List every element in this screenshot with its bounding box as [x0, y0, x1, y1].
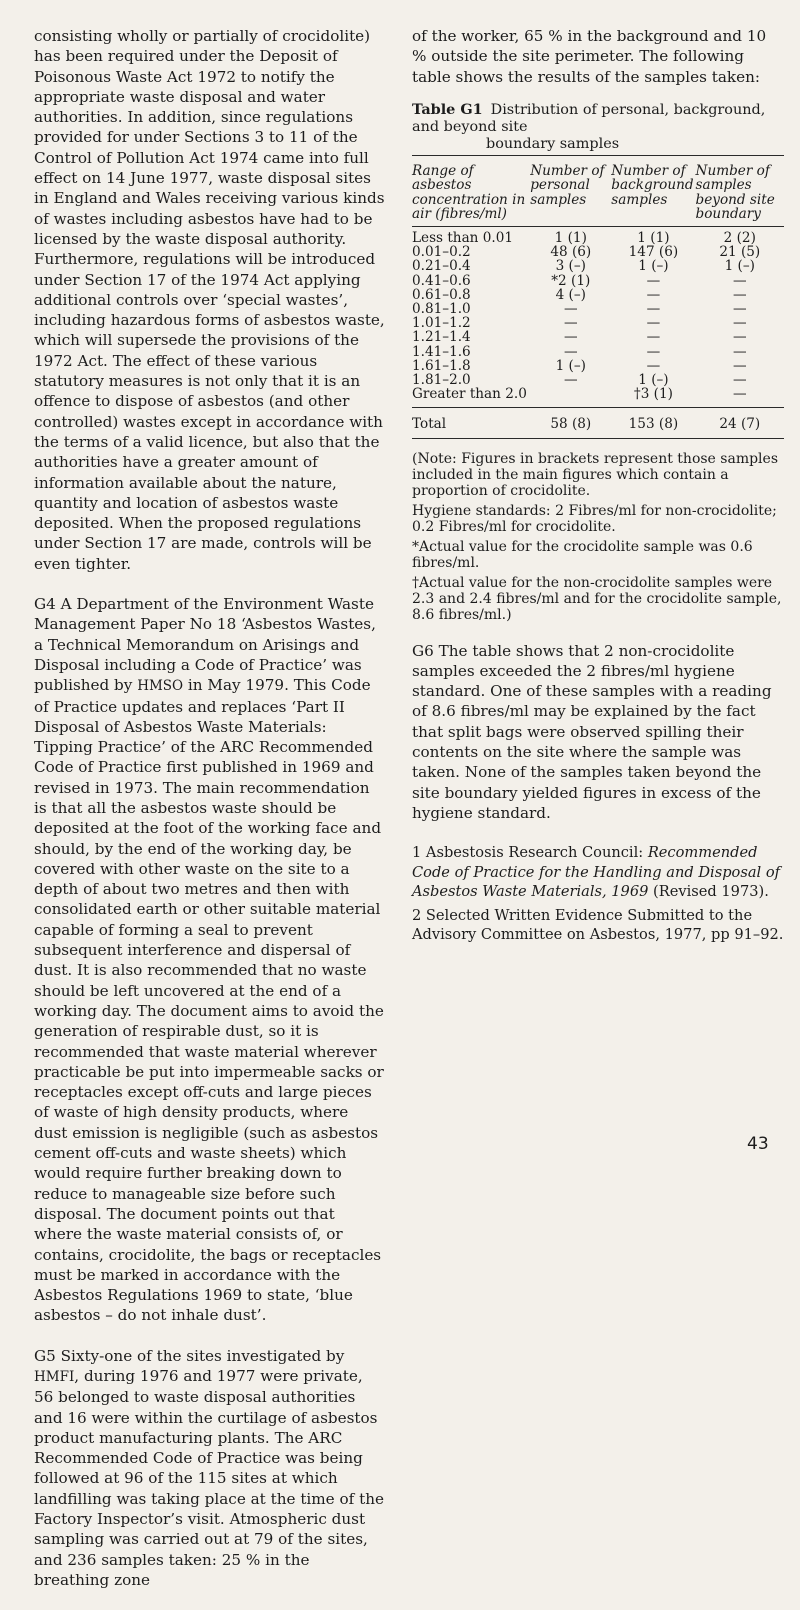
cell-range: 0.21–0.4 [412, 258, 471, 275]
table-row [412, 345, 784, 359]
cell-range: 0.61–0.8 [412, 286, 471, 303]
table-row [412, 231, 784, 245]
cell-background: 1 (–) [638, 258, 669, 275]
cell-personal: — [563, 300, 578, 317]
table-title [412, 101, 784, 153]
hmso-abbrev: HMSO [137, 678, 184, 695]
g5-text-a: G5 Sixty-one of the sites investigated by [34, 1346, 345, 1365]
cell-range: 0.41–0.6 [412, 272, 471, 289]
paragraph-g5 [34, 1346, 386, 1591]
reference-1 [412, 843, 784, 902]
table-total-row [412, 412, 784, 431]
cell-beyond: 2 (2) [723, 229, 756, 246]
cell-beyond: — [732, 343, 747, 360]
table-row [412, 387, 784, 401]
cell-background: 1 (1) [637, 229, 670, 246]
table-top-rule [412, 155, 784, 156]
right-column [412, 26, 784, 949]
cell-personal: 1 (–) [555, 357, 586, 374]
cell-background: — [646, 343, 661, 360]
cell-background: — [646, 357, 661, 374]
header-rule [412, 226, 784, 227]
table-label: Table G1 [412, 100, 483, 118]
table-body [412, 231, 784, 401]
note-brackets: (Note: Figures in brackets represent those samples included in the main figures which contain a proportion of crocidolite. [412, 450, 779, 499]
table-header-row [412, 164, 784, 224]
cell-personal: — [563, 315, 578, 332]
table-bottom-rule [412, 438, 784, 439]
cell-beyond: — [732, 386, 747, 403]
left-column [34, 26, 386, 1610]
cell-range: Greater than 2.0 [412, 386, 527, 403]
cell-beyond: 1 (–) [724, 258, 755, 275]
table-title-line1: Distribution of personal, background, and beyond site [412, 101, 766, 135]
page-number: 43 [747, 1134, 769, 1154]
cell-personal: — [563, 329, 578, 346]
cell-personal: — [563, 371, 578, 388]
paragraph-intro: consisting wholly or partially of crocidolite) has been required under the Deposit of Poisonous Waste Act 1972 to notify the appropriate waste disposal and water authorities. In addition, since regulations provided for under Sections 3 to 11 of the Control of Pollution Act 1974 came into full effect on 14 June 1977, waste disposal sites in England and Wales receiving various kinds of wastes including asbestos have had to be licensed by the waste disposal authority. Furthermore, regulations will be introduced under Section 17 of the 1974 Act applying additional controls over ‘special wastes’, including hazardous forms of asbestos waste, which will supersede the provisions of the 1972 Act. The effect of these various statutory measures is not only that it is an offence to dispose of asbestos (and other controlled) wastes except in accordance with the terms of a valid licence, but also that the authorities have a greater amount of information available about the nature, quantity and location of asbestos waste deposited. When the proposed regulations under Section 17 are made, controls will be even tighter. [34, 27, 385, 573]
g4-text-b: in May 1979. This Code of Practice updates and replaces ‘Part II Disposal of Asbestos Waste Materials: Tipping Practice’ of the ARC Recommended Code of Practice first published in 1969 and revised in 1973. The main recommendation is that all the asbestos waste should be deposited at the foot of the working face and should, by the end of the working day, be covered with other waste on the site to a depth of about two metres and then with consolidated earth or other suitable material capable of forming a seal to prevent subsequent interference and dispersal of dust. It is also recommended that no waste should be left uncovered at the end of a working day. The document aims to avoid the generation of respirable dust, so it is recommended that waste material wherever practicable be put into impermeable sacks or receptacles except off-cuts and large pieces of waste of high density products, where dust emission is negligible (such as asbestos cement off-cuts and waste sheets) which would require further breaking down to reduce to manageable size before such disposal. The document points out that where the waste material consists of, or contains, crocidolite, the bags or receptacles must be marked in accordance with the Asbestos Regulations 1969 to state, ‘blue asbestos – do not inhale dust’. [34, 676, 384, 1325]
cell-personal: 3 (–) [555, 258, 586, 275]
table-row [412, 373, 784, 387]
g4-text-a: G4 A Department of the Environment Waste Management Paper No 18 ‘Asbestos Wastes, a Technical Memorandum on Arisings and Disposal including a Code of Practice’ was published by [34, 595, 376, 695]
table-row [412, 259, 784, 273]
cell-range: 1.81–2.0 [412, 371, 471, 388]
cell-range: 0.81–1.0 [412, 300, 471, 317]
table-row [412, 288, 784, 302]
cell-range: 1.21–1.4 [412, 329, 471, 346]
cell-personal: *2 (1) [551, 272, 591, 289]
g5-text-b: , during 1976 and 1977 were private, 56 belonged to waste disposal authorities and 16 were within the curtilage of asbestos product manufacturing plants. The ARC Recommended Code of Practice was being followed at 96 of the 115 sites at which landfilling was taking place at the time of the Factory Inspector’s visit. Atmospheric dust sampling was carried out at 79 of the sites, and 236 samples taken: 25 % in the breathing zone [34, 1367, 384, 1589]
total-personal: 58 (8) [550, 416, 592, 433]
cell-background: †3 (1) [633, 386, 673, 403]
cell-beyond: — [732, 286, 747, 303]
cell-range: 1.01–1.2 [412, 315, 471, 332]
cell-background: — [646, 272, 661, 289]
table-notes [412, 451, 784, 623]
note-dagger: †Actual value for the non-crocidolite samples were 2.3 and 2.4 fibres/ml and for the crocidolite sample, 8.6 fibres/ml.) [412, 574, 782, 623]
table-row [412, 274, 784, 288]
note-hygiene: Hygiene standards: 2 Fibres/ml for non-crocidolite; 0.2 Fibres/ml for crocidolite. [412, 502, 777, 535]
reference-1-author: 1 Asbestosis Research Council: [412, 844, 648, 862]
cell-background: — [646, 315, 661, 332]
cell-beyond: — [732, 300, 747, 317]
references [412, 843, 784, 945]
table-row [412, 359, 784, 373]
total-background: 153 (8) [628, 416, 679, 433]
header-personal: Number of personal samples [530, 162, 605, 208]
cell-personal [530, 387, 611, 401]
header-beyond: Number of samples beyond site boundary [695, 162, 775, 223]
cell-background: — [646, 300, 661, 317]
cell-beyond: — [732, 315, 747, 332]
paragraph-continued: of the worker, 65 % in the background and 10 % outside the site perimeter. The following table shows the results of the samples taken: [412, 27, 767, 86]
reference-1-title: Recommended Code of Practice for the Handling and Disposal of Asbestos Waste Materials, 1969 [412, 844, 781, 901]
total-beyond: 24 (7) [719, 416, 761, 433]
cell-background: 147 (6) [628, 244, 679, 261]
cell-beyond: 21 (5) [719, 244, 761, 261]
cell-beyond: — [732, 357, 747, 374]
cell-beyond: — [732, 371, 747, 388]
table-row [412, 330, 784, 344]
cell-personal: 1 (1) [554, 229, 587, 246]
cell-personal: 48 (6) [550, 244, 592, 261]
cell-background: — [646, 286, 661, 303]
cell-beyond: — [732, 329, 747, 346]
cell-background: — [646, 329, 661, 346]
table-row [412, 316, 784, 330]
cell-beyond: — [732, 272, 747, 289]
cell-range: 1.61–1.8 [412, 357, 471, 374]
total-rule [412, 407, 784, 408]
cell-personal: — [563, 343, 578, 360]
cell-personal: 4 (–) [555, 286, 586, 303]
note-asterisk: *Actual value for the crocidolite sample was 0.6 fibres/ml. [412, 538, 753, 571]
header-range: Range of asbestos concentration in air (fibres/ml) [412, 162, 526, 223]
table-title-line2: boundary samples [486, 135, 620, 152]
hmfi-abbrev: HMFI [34, 1369, 75, 1385]
table-row [412, 245, 784, 259]
table-row [412, 302, 784, 316]
reference-2: 2 Selected Written Evidence Submitted to the Advisory Committee on Asbestos, 1977, pp 91–92. [412, 906, 784, 944]
paragraph-g6: G6 The table shows that 2 non-crocidolite samples exceeded the 2 fibres/ml hygiene standard. One of these samples with a reading of 8.6 fibres/ml may be explained by the fact that split bags were observed spilling their contents on the site where the sample was taken. None of the samples taken beyond the site boundary yielded figures in excess of the hygiene standard. [412, 641, 772, 822]
cell-range: Less than 0.01 [412, 229, 514, 246]
reference-1-note: (Revised 1973). [648, 883, 769, 901]
total-label: Total [412, 416, 447, 433]
table-g1 [412, 164, 784, 443]
cell-range: 1.41–1.6 [412, 343, 471, 360]
paragraph-g4 [34, 594, 386, 1326]
cell-range: 0.01–0.2 [412, 244, 471, 261]
cell-background: 1 (–) [638, 371, 669, 388]
header-background: Number of background samples [611, 162, 694, 208]
